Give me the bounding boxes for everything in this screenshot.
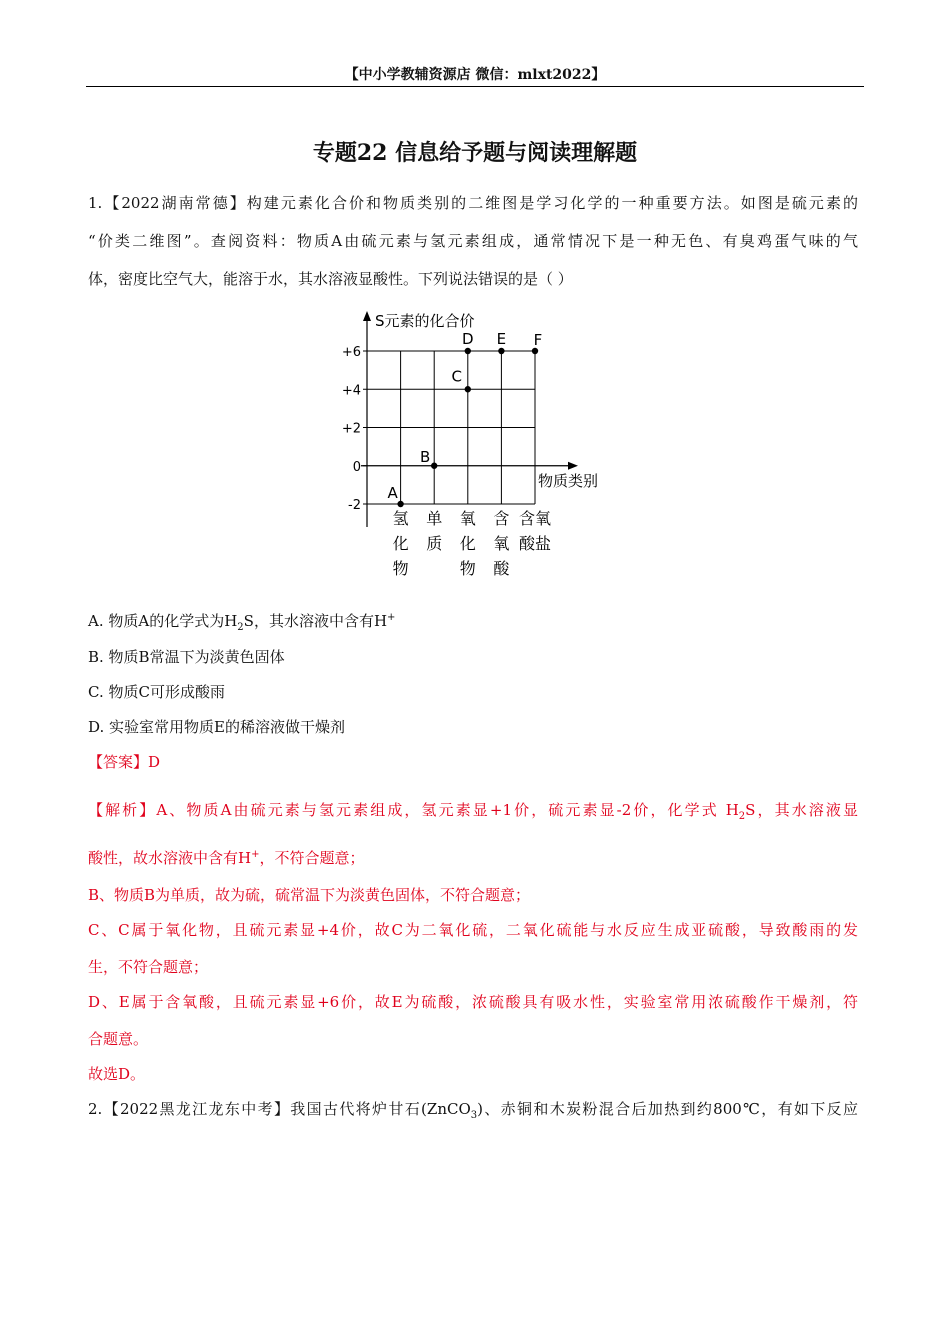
analysis-line-8: 故选D。 — [88, 1065, 146, 1083]
data-point-b — [431, 463, 437, 469]
question-1-line-3: 体，密度比空气大，能溶于水，其水溶液显酸性。下列说法错误的是（ ） — [88, 270, 573, 288]
option-d: D. 实验室常用物质E的稀溶液做干燥剂 — [88, 718, 345, 736]
header-divider — [86, 86, 864, 87]
option-a-pre: A. 物质A的化学式为H — [88, 612, 238, 630]
valence-class-chart — [330, 305, 620, 590]
analysis-line-2-sup: + — [251, 849, 260, 860]
y-axis-arrow — [363, 311, 371, 321]
question-1-line-1: 1.【2022湖南常德】构建元素化合价和物质类别的二维图是学习化学的一种重要方法。如图是硫元素的 — [88, 194, 858, 212]
y-tick-label: +4 — [341, 383, 361, 399]
data-point-e — [498, 348, 504, 354]
question-2-post: )、赤铜和木炭粉混合后加热到约800℃，有如下反应 — [477, 1100, 859, 1118]
page-header: 【中小学教辅资源店 微信：mlxt2022】 — [344, 67, 606, 83]
analysis-line-1 — [88, 799, 858, 822]
analysis-line-3: B、物质B为单质，故为硫，硫常温下为淡黄色固体，不符合题意； — [88, 886, 531, 904]
y-tick-label: +6 — [341, 345, 361, 360]
data-point-d — [465, 348, 471, 354]
question-1-line-2: “价类二维图”。查阅资料：物质A由硫元素与氢元素组成，通常情况下是一种无色、有臭鸡蛋气味的气 — [88, 232, 858, 250]
category-label: 氧 — [459, 509, 476, 528]
category-label: 氧 — [493, 534, 510, 553]
point-label-c: C — [451, 367, 463, 386]
data-point-a — [397, 501, 403, 507]
analysis-line-2 — [88, 847, 365, 868]
point-label-b: B — [420, 447, 431, 466]
option-c: C. 物质C可形成酸雨 — [88, 683, 225, 701]
y-axis-label: S元素的化合价 — [375, 312, 475, 330]
analysis-line-1-post: S，其水溶液显 — [745, 801, 858, 819]
point-label-e: E — [496, 330, 507, 348]
point-label-f: F — [533, 331, 543, 349]
category-label: 酸盐 — [518, 534, 552, 553]
option-a-sup: + — [387, 612, 396, 623]
point-label-d: D — [462, 330, 474, 348]
category-label: 化 — [392, 534, 409, 553]
category-label: 物 — [459, 559, 476, 578]
analysis-line-1-sub: 2 — [738, 811, 746, 822]
x-axis-label: 物质类别 — [538, 471, 599, 490]
analysis-line-4: C、C属于氧化物，且硫元素显+4价，故C为二氧化硫，二氧化硫能与水反应生成亚硫酸，导致酸雨的发 — [88, 921, 858, 939]
x-axis-arrow — [568, 462, 578, 470]
page-title: 专题22 信息给予题与阅读理解题 — [312, 140, 638, 166]
question-2-sub: 3 — [470, 1110, 478, 1121]
analysis-line-7: 合题意。 — [88, 1030, 149, 1048]
category-label: 酸 — [493, 559, 510, 578]
category-label: 化 — [459, 534, 476, 553]
category-label: 质 — [426, 534, 443, 553]
data-point-c — [465, 386, 471, 392]
category-label: 含氧 — [518, 509, 552, 528]
chart-svg — [330, 305, 620, 590]
question-2-pre: 2.【2022黑龙江龙东中考】我国古代将炉甘石(ZnCO — [88, 1100, 471, 1118]
option-b: B. 物质B常温下为淡黄色固体 — [88, 648, 285, 666]
y-tick-label: 0 — [352, 459, 361, 475]
category-label: 单 — [426, 509, 443, 528]
option-a-sub: 2 — [237, 622, 244, 633]
option-a — [88, 610, 395, 633]
category-label: 含 — [493, 509, 510, 528]
analysis-line-5: 生，不符合题意； — [88, 958, 209, 976]
y-tick-label: +2 — [341, 421, 361, 437]
point-label-a: A — [387, 484, 398, 502]
analysis-line-6: D、E属于含氧酸，且硫元素显+6价，故E为硫酸，浓硫酸具有吸水性，实验室常用浓硫酸作干燥剂，符 — [88, 993, 858, 1011]
y-tick-label: -2 — [348, 498, 361, 513]
analysis-line-2-pre: 酸性，故水溶液中含有H — [88, 849, 252, 867]
answer: 【答案】D — [88, 753, 161, 771]
option-a-mid: S，其水溶液中含有H — [243, 612, 388, 630]
category-label: 氢 — [392, 509, 409, 528]
category-label: 物 — [392, 559, 409, 578]
question-2-line-1 — [88, 1098, 858, 1121]
analysis-line-2-post: ，不符合题意； — [259, 849, 365, 867]
analysis-line-1-pre: 【解析】A、物质A由硫元素与氢元素组成，氢元素显+1价，硫元素显-2价，化学式 H — [88, 801, 739, 819]
